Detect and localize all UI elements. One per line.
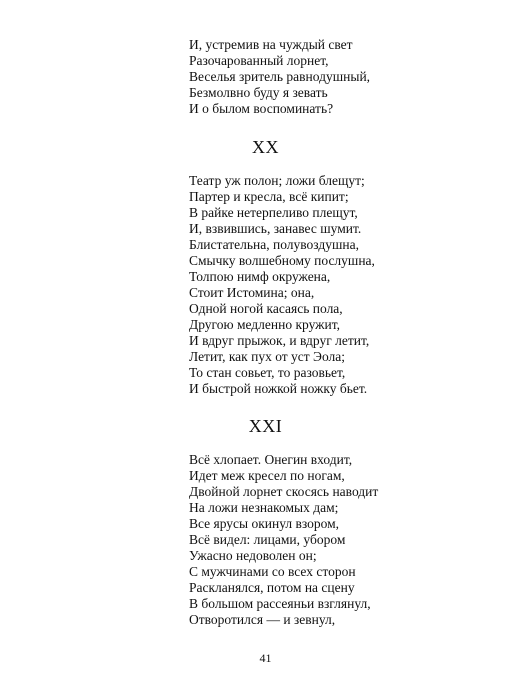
verse-line: И быстрой ножкой ножку бьет. (189, 381, 368, 396)
verse-line: И вдруг прыжок, и вдруг летит, (189, 333, 370, 348)
verse-line: Смычку волшебному послушна, (189, 253, 375, 268)
verse-line: И, устремив на чуждый свет (189, 37, 353, 52)
verse-line: Всё видел: лицами, убором (189, 532, 346, 547)
verse-line: С мужчинами со всех сторон (189, 564, 356, 579)
stanza-xx (189, 173, 509, 397)
verse-line: Одной ногой касаясь пола, (189, 301, 343, 316)
verse-line: Безмолвно буду я зевать (189, 85, 328, 100)
verse-line: Блистательна, полувоздушна, (189, 237, 359, 252)
verse-line: То стан совьет, то разовьет, (189, 365, 346, 380)
verse-line: Веселья зритель равнодушный, (189, 69, 371, 84)
verse-line: Летит, как пух от уст Эола; (189, 349, 346, 364)
stanza-number-xxi: XXI (248, 416, 283, 436)
verse-line: И о былом воспоминать? (189, 101, 334, 116)
verse-line: Партер и кресла, всё кипит; (189, 189, 349, 204)
verse-line: И, взвившись, занавес шумит. (189, 221, 362, 236)
verse-line: В большом рассеяньи взглянул, (189, 596, 371, 611)
verse-line: Толпою нимф окружена, (189, 269, 331, 284)
verse-line: Отворотился — и зевнул, (189, 612, 336, 627)
verse-line: В райке нетерпеливо плещут, (189, 205, 358, 220)
verse-line: Раскланялся, потом на сцену (189, 580, 355, 595)
stanza-continuation (189, 37, 509, 117)
verse-line: Всё хлопает. Онегин входит, (189, 452, 353, 467)
verse-line: Идет меж кресел по ногам, (189, 468, 345, 483)
verse-line: Театр уж полон; ложи блещут; (189, 173, 365, 188)
verse-line: Двойной лорнет скосясь наводит (189, 484, 379, 499)
page-number: 41 (259, 651, 272, 665)
verse-line: На ложи незнакомых дам; (189, 500, 339, 515)
verse-line: Другою медленно кружит, (189, 317, 340, 332)
stanza-xxi (189, 452, 509, 628)
verse-line: Ужасно недоволен он; (189, 548, 317, 563)
stanza-number-xx: XX (252, 137, 279, 157)
verse-line: Разочарованный лорнет, (189, 53, 329, 68)
verse-line: Все ярусы окинул взором, (189, 516, 340, 531)
verse-line: Стоит Истомина; она, (189, 285, 315, 300)
